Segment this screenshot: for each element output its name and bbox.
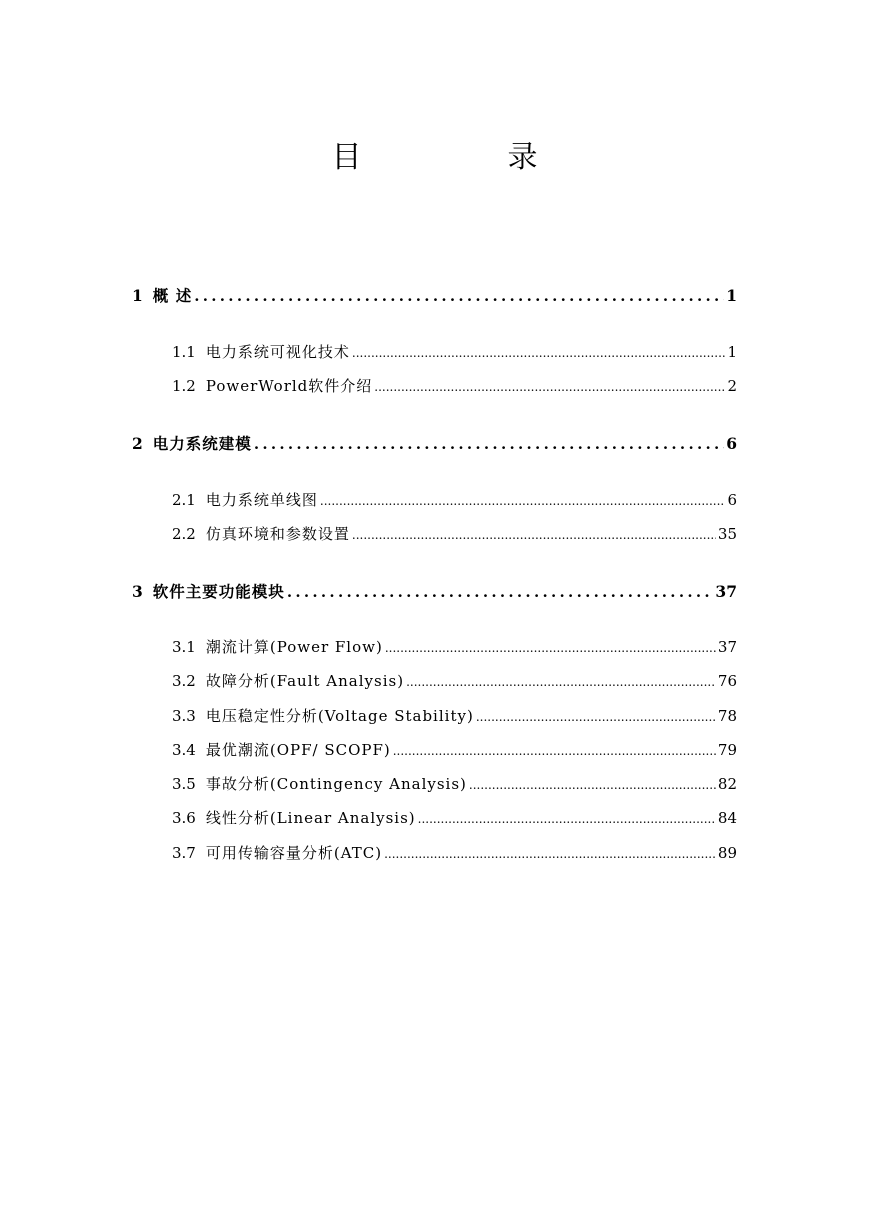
dot-leader [476, 710, 716, 724]
toc-entry-page: 82 [717, 775, 737, 793]
toc-entry-page: 2 [727, 377, 737, 395]
toc-entry-page: 89 [717, 844, 737, 862]
dot-leader [254, 435, 724, 453]
dot-leader [418, 812, 716, 826]
toc-entry-number: 2.2 [172, 525, 196, 543]
toc-entry-title: 线性分析(Linear Analysis) [205, 809, 416, 827]
toc-entry-page: 1 [726, 286, 737, 305]
dot-leader [352, 528, 716, 542]
toc-entry-page: 78 [717, 707, 737, 725]
toc-entry-title: 软件主要功能模块 [152, 582, 285, 601]
toc-entry-page: 1 [727, 343, 737, 361]
toc-entry-title: PowerWorld软件介绍 [205, 377, 373, 395]
toc-entry-title: 电力系统单线图 [205, 491, 318, 509]
toc-entry-page: 76 [717, 672, 737, 690]
toc-entry-number: 3.1 [172, 638, 196, 656]
toc-entry-chapter-3[interactable] [132, 580, 737, 602]
toc-entry-chapter-2[interactable] [132, 432, 737, 454]
toc-entry-number: 3 [132, 582, 143, 601]
dot-leader [384, 847, 716, 861]
toc-entry-page: 37 [715, 582, 737, 601]
toc-entry-section-3-7[interactable] [172, 842, 737, 863]
dot-leader [374, 380, 725, 394]
toc-entry-number: 1.2 [172, 377, 196, 395]
toc-entry-section-3-5[interactable] [172, 773, 737, 794]
toc-entry-page: 79 [717, 741, 737, 759]
toc-entry-title: 可用传输容量分析(ATC) [205, 844, 383, 862]
toc-entry-number: 3.3 [172, 707, 196, 725]
toc-entry-section-2-1[interactable] [172, 489, 737, 510]
toc-entry-page: 35 [717, 525, 737, 543]
toc-entry-section-1-1[interactable] [172, 341, 737, 362]
toc-entry-page: 37 [717, 638, 737, 656]
dot-leader [352, 346, 726, 360]
dot-leader [287, 583, 714, 601]
dot-leader [469, 778, 716, 792]
toc-entry-title: 电压稳定性分析(Voltage Stability) [205, 707, 474, 725]
page-title: 目 录 [331, 140, 596, 175]
toc-entry-section-3-6[interactable] [172, 807, 737, 828]
toc-entry-number: 3.7 [172, 844, 196, 862]
toc-entry-section-3-2[interactable] [172, 670, 737, 691]
toc-entry-number: 3.4 [172, 741, 196, 759]
dot-leader [194, 287, 724, 305]
toc-entry-title: 潮流计算(Power Flow) [205, 638, 383, 656]
toc-entry-number: 1 [132, 286, 143, 305]
toc-entry-page: 6 [726, 434, 737, 453]
toc-entry-title: 故障分析(Fault Analysis) [205, 672, 405, 690]
toc-entry-number: 3.2 [172, 672, 196, 690]
toc-entry-number: 3.6 [172, 809, 196, 827]
toc-entry-title: 电力系统可视化技术 [205, 343, 350, 361]
toc-entry-section-3-1[interactable] [172, 636, 737, 657]
toc-entry-title: 仿真环境和参数设置 [205, 525, 350, 543]
toc-entry-title: 最优潮流(OPF/ SCOPF) [205, 741, 391, 759]
toc-entry-section-2-2[interactable] [172, 523, 737, 544]
toc-entry-title: 概 述 [152, 286, 193, 305]
toc-entry-title: 电力系统建模 [152, 434, 252, 453]
toc-entry-number: 3.5 [172, 775, 196, 793]
toc-entry-section-3-4[interactable] [172, 739, 737, 760]
toc-entry-title: 事故分析(Contingency Analysis) [205, 775, 467, 793]
toc-entry-number: 2 [132, 434, 143, 453]
toc-entry-chapter-1[interactable] [132, 284, 737, 306]
toc-entry-section-3-3[interactable] [172, 705, 737, 726]
toc-entry-page: 84 [717, 809, 737, 827]
toc-entry-page: 6 [727, 491, 737, 509]
dot-leader [393, 744, 716, 758]
toc-entry-number: 2.1 [172, 491, 196, 509]
dot-leader [385, 641, 716, 655]
toc-entry-number: 1.1 [172, 343, 196, 361]
dot-leader [406, 675, 716, 689]
toc-entry-section-1-2[interactable] [172, 375, 737, 396]
dot-leader [320, 494, 726, 508]
